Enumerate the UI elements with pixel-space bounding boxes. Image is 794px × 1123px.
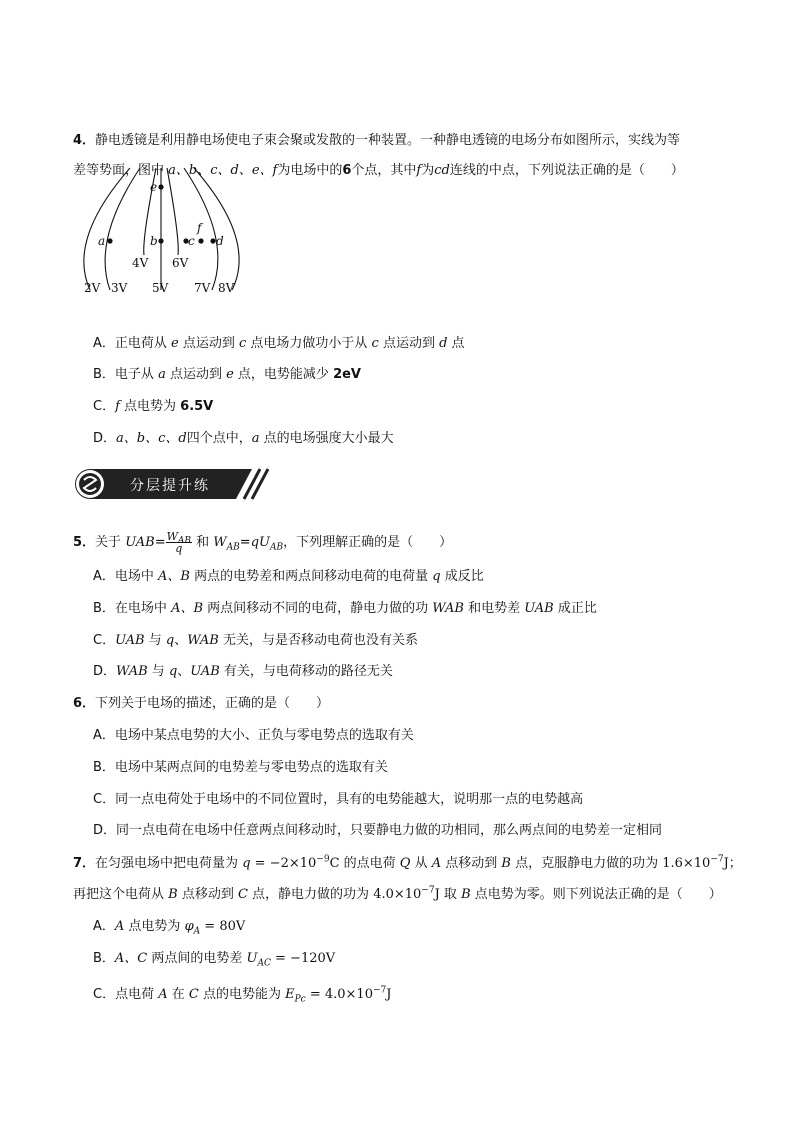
- q6-number: 6．: [73, 696, 96, 711]
- q6-stem: 6．下列关于电场的描述，正确的是（ ）: [73, 696, 330, 711]
- label-6v: 6V: [172, 256, 189, 270]
- label-7v: 7V: [194, 281, 211, 295]
- label-f: f: [197, 221, 202, 235]
- fraction-w-over-q: $\frac{W_{AB}}{q}$: [166, 530, 192, 555]
- q6-option-d[interactable]: D．同一点电荷在电场中任意两点间移动时，只要静电力做的功相同，那么两点间的电势差一定相同: [93, 823, 663, 838]
- q4-stem-line2: 差等势面，图中 a、b、c、d、e、f为电场中的6个点，其中f为cd连线的中点，下列说法正确的是（ ）: [73, 163, 684, 178]
- q4-option-c[interactable]: C．f 点电势为 6.5V: [93, 399, 214, 414]
- q6-option-a[interactable]: A．电场中某点电势的大小、正负与零电势点的选取有关: [93, 728, 414, 743]
- equipotential-diagram: [72, 160, 252, 305]
- q7-option-a[interactable]: A．A 点电势为 $\varphi_A = 80V$: [93, 919, 246, 937]
- q5-stem: 5．关于 UAB= $\frac{W_{AB}}{q}$ 和 $W_{AB}=qU_{AB}$，下列理解正确的是（ ）: [73, 530, 453, 555]
- q5-option-c[interactable]: C．UAB 与 q、WAB 无关，与是否移动电荷也没有关系: [93, 633, 418, 648]
- point-a: [107, 238, 112, 243]
- q5-number: 5．: [73, 535, 96, 550]
- label-4v: 4V: [132, 256, 149, 270]
- q4-option-a[interactable]: A．正电荷从 e 点运动到 c 点电场力做功小于从 c 点运动到 d 点: [93, 336, 465, 351]
- q7-number: 7．: [73, 856, 96, 871]
- label-5v: 5V: [152, 281, 169, 295]
- q6-option-b[interactable]: B．电场中某两点间的电势差与零电势点的选取有关: [93, 760, 388, 775]
- q7-stem-line1: 7．在匀强电场中把电荷量为 $q = -2\times 10^{-9}C$ 的点电荷 Q 从 A 点移动到 B 点，克服静电力做的功为 $1.6\times 10^{-7}J$；: [73, 854, 742, 871]
- label-d: d: [216, 234, 224, 248]
- q6-option-c[interactable]: C．同一点电荷处于电场中的不同位置时，具有的电势能越大，说明那一点的电势越高: [93, 792, 584, 807]
- q4-option-b[interactable]: B．电子从 a 点运动到 e 点，电势能减少 2eV: [93, 367, 361, 382]
- label-b: b: [150, 234, 158, 248]
- q4-option-d[interactable]: D．a、b、c、d四个点中，a 点的电场强度大小最大: [93, 431, 394, 446]
- label-a: a: [98, 234, 106, 248]
- label-3v: 3V: [111, 281, 128, 295]
- q4-number: 4．: [73, 133, 96, 148]
- q7-option-c[interactable]: C．点电荷 A 在 C 点的电势能为 $E_{Pc} = 4.0\times 10^{-7}J$: [93, 985, 392, 1005]
- equipotential-2v: [84, 168, 130, 290]
- q7-stem-line2: 再把这个电荷从 B 点移动到 C 点，静电力做的功为 $4.0\times 10^{-7}J$ 取 B 点电势为零。则下列说法正确的是（ ）: [73, 885, 722, 902]
- section-title: 分层提升练: [130, 478, 210, 494]
- label-2v: 2V: [84, 281, 101, 295]
- point-d: [210, 238, 215, 243]
- point-b: [158, 238, 163, 243]
- q4-stem-line1: 4．静电透镜是利用静电场使电子束会聚或发散的一种装置。一种静电透镜的电场分布如图所示，实线为等: [73, 133, 681, 148]
- label-e: e: [150, 180, 158, 194]
- equipotential-3v: [105, 168, 140, 290]
- q7-option-b[interactable]: B．A、C 两点间的电势差 $U_{AC} = -120V$: [93, 951, 336, 969]
- point-e: [158, 184, 163, 189]
- q5-option-a[interactable]: A．电场中 A、B 两点的电势差和两点间移动电荷的电荷量 q 成反比: [93, 569, 484, 584]
- label-c: c: [188, 234, 195, 248]
- equipotential-6v: [167, 168, 178, 255]
- label-8v: 8V: [218, 281, 235, 295]
- q5-option-b[interactable]: B．在电场中 A、B 两点间移动不同的电荷，静电力做的功 WAB 和电势差 UAB 成正比: [93, 601, 597, 616]
- q5-option-d[interactable]: D．WAB 与 q、UAB 有关，与电荷移动的路径无关: [93, 664, 393, 679]
- point-f: [198, 238, 203, 243]
